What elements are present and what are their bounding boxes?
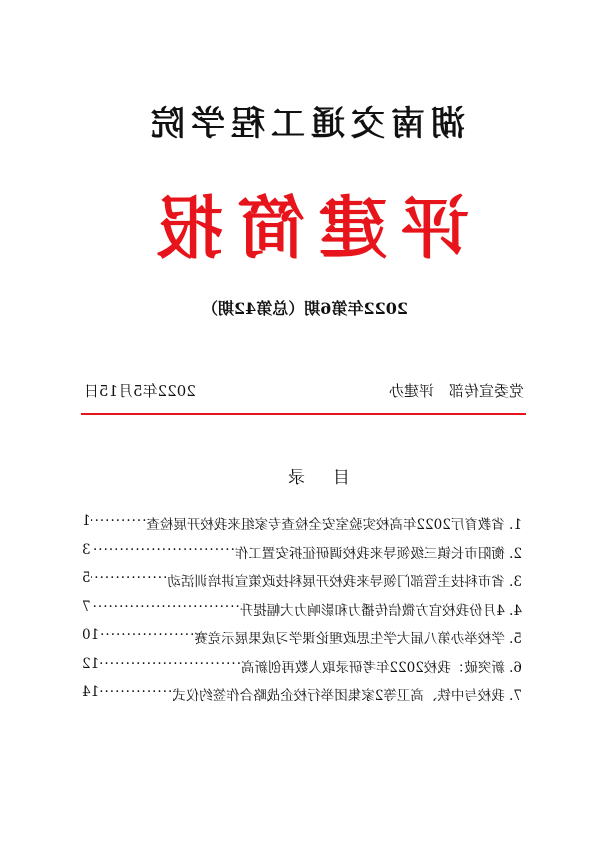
toc-item-title: 1. 省教育厅2022年高校实验室安全检查专家组来我校开展检查 <box>146 517 522 533</box>
toc-item-title: 6. 新突破：我校2022年考研录取人数再创新高 <box>240 659 522 676</box>
toc-item[interactable] <box>82 599 522 628</box>
toc-item-page: 7 <box>82 598 91 615</box>
toc-item-page: 12 <box>82 655 100 672</box>
issue-number: 2022年第6期（总第42期） <box>202 299 408 318</box>
toc-item[interactable] <box>82 542 522 571</box>
toc-leader <box>99 656 241 672</box>
masthead-title: 评建简报 <box>141 189 470 269</box>
toc-item[interactable] <box>82 513 522 542</box>
publication-date: 2022年5月15日 <box>84 382 196 400</box>
toc-item-page: 14 <box>82 684 100 700</box>
toc-item-title: 5. 学校举办第八届大学生思政理论课学习成果展示竞赛 <box>194 631 522 647</box>
toc-item[interactable] <box>82 627 522 656</box>
toc-item[interactable] <box>82 656 522 685</box>
toc-item-title: 4. 4月份我校官方微信传播力和影响力大幅提升 <box>239 602 522 619</box>
toc-leader <box>99 684 172 700</box>
toc-item[interactable] <box>82 684 522 713</box>
toc-leader <box>91 599 240 615</box>
toc-item-page: 10 <box>82 627 100 643</box>
toc-item-title: 7. 我校与中铁、高卫等2家集团举行校企战略合作签约仪式 <box>172 688 522 704</box>
publisher: 党委宣传部 评建办 <box>388 382 524 400</box>
toc-leader <box>91 570 168 586</box>
toc-item-title: 3. 省市科技主管部门领导来我校开展科技政策宣讲培训活动 <box>167 574 522 590</box>
toc-item[interactable] <box>82 570 522 599</box>
organization-name: 湖南交通工程学院 <box>145 104 465 144</box>
toc-heading: 目录 <box>260 468 350 488</box>
toc-item-page: 3 <box>82 541 91 558</box>
toc-item-title: 2. 衡阳市长镇三级领导来我校调研征拆安置工作 <box>234 545 522 562</box>
publication-info <box>84 380 524 404</box>
toc-item-page: 5 <box>82 570 91 586</box>
toc-item-page: 1 <box>82 513 91 529</box>
toc-list <box>82 513 522 713</box>
toc-leader <box>91 513 147 529</box>
toc-leader <box>99 627 194 643</box>
red-divider <box>81 413 526 415</box>
toc-leader <box>91 542 235 558</box>
